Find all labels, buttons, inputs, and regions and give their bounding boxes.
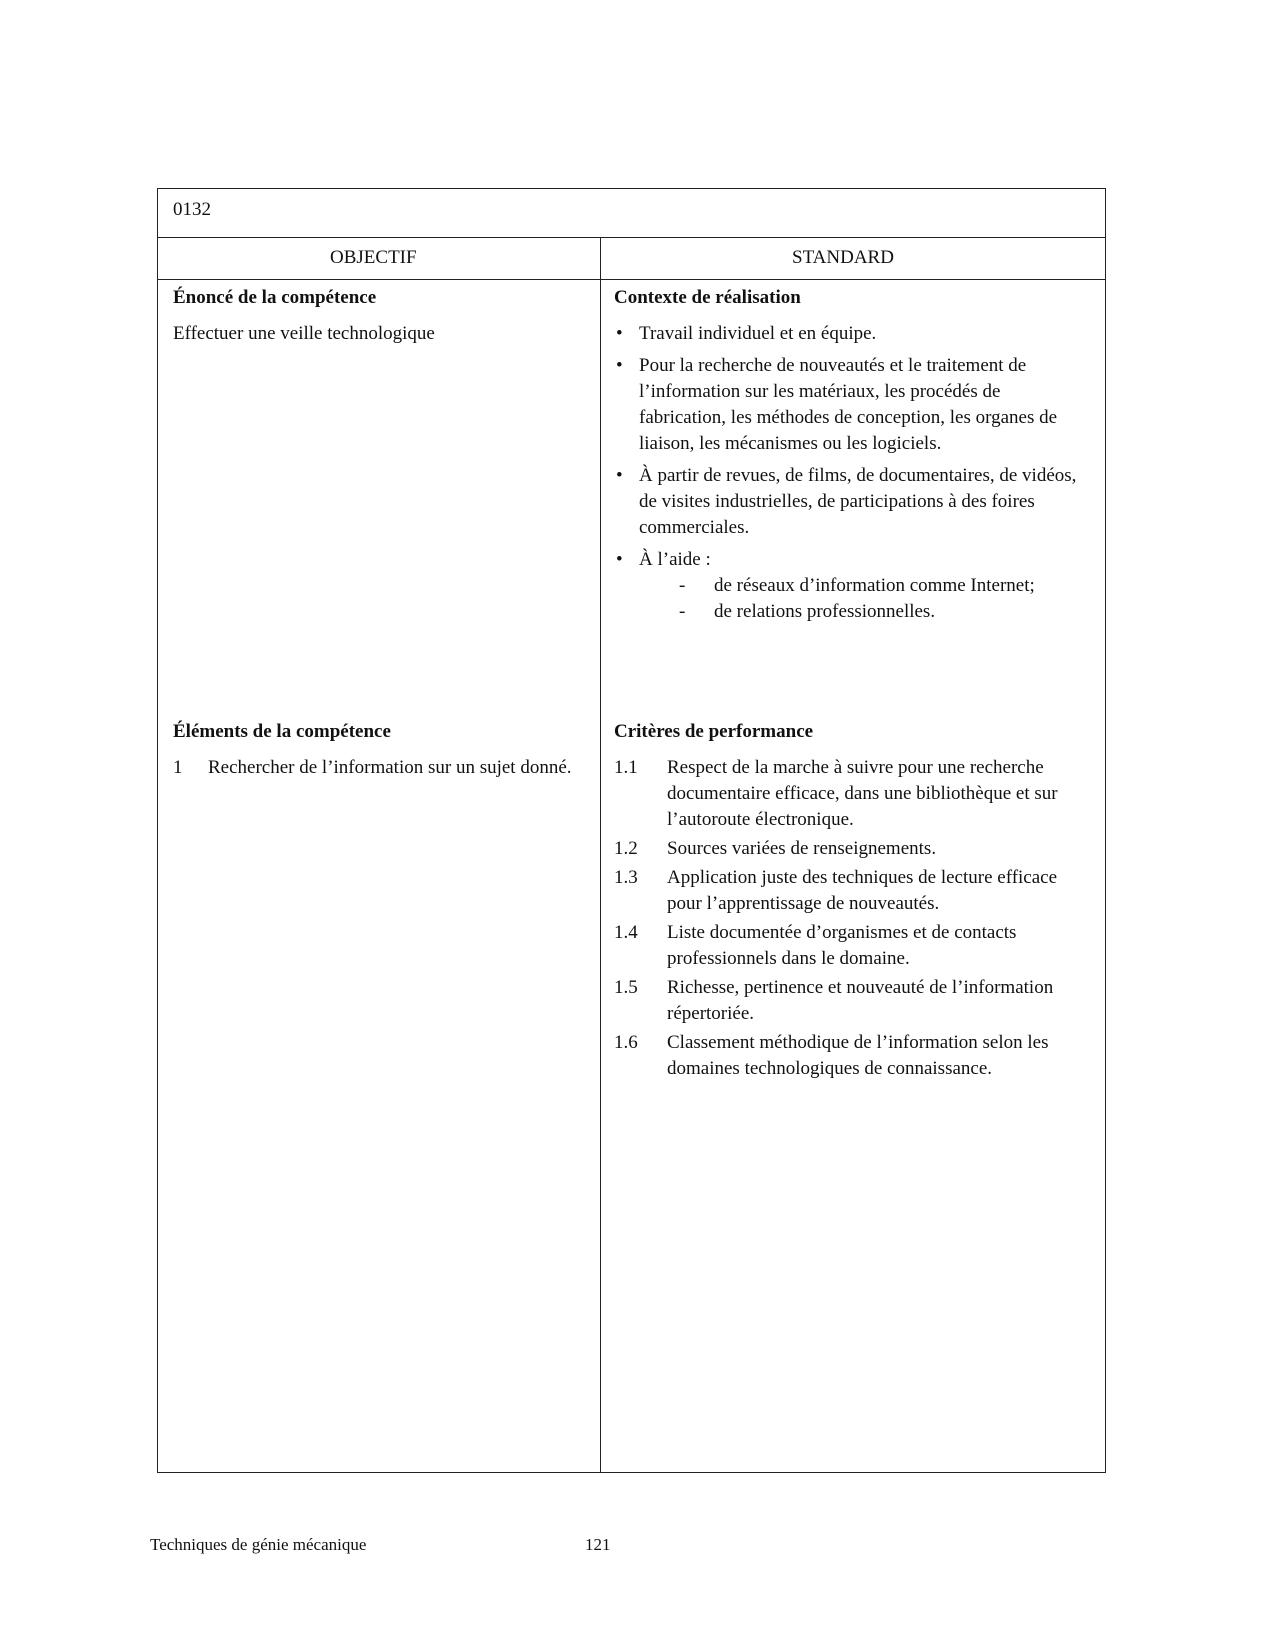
criterion-text: Application juste des techniques de lecture efficace pour l’apprentissage de nouveautés. xyxy=(667,867,1058,914)
context-item: • À partir de revues, de films, de documentaires, de vidéos, de visites industrielles, de participations à des foires commerciales. xyxy=(614,463,1084,541)
criterion-item xyxy=(614,1030,1094,1082)
criterion-number: 1.2 xyxy=(614,838,638,859)
header-row xyxy=(158,237,1105,280)
criterion-text: Liste documentée d’organismes et de contacts professionnels dans le domaine. xyxy=(667,922,1017,969)
criterion-number: 1.3 xyxy=(614,867,638,888)
element-item xyxy=(173,755,588,781)
competence-title: Énoncé de la compétence xyxy=(173,287,377,308)
criterion-item xyxy=(614,865,1094,917)
context-item xyxy=(614,547,1084,625)
criterion-item xyxy=(614,836,1094,862)
context-item-label: À l’aide : xyxy=(639,549,711,570)
objective-header: OBJECTIF xyxy=(330,247,417,268)
elements-section xyxy=(173,719,588,781)
context-title: Contexte de réalisation xyxy=(614,287,801,308)
code-row xyxy=(158,189,1105,238)
criterion-item xyxy=(614,755,1094,833)
criterion-number: 1.6 xyxy=(614,1032,638,1053)
context-sub-item: - de relations professionnelles. xyxy=(639,599,1084,625)
column-divider xyxy=(600,237,601,1472)
criterion-text: Respect de la marche à suivre pour une recherche documentaire efficace, dans une bibliothèque et sur l’autoroute électronique. xyxy=(667,757,1058,830)
elements-title: Éléments de la compétence xyxy=(173,721,391,742)
objective-column xyxy=(173,285,588,347)
competence-text: Effectuer une veille technologique xyxy=(173,323,435,344)
element-number: 1 xyxy=(173,757,183,778)
criterion-text: Classement méthodique de l’information selon les domaines technologiques de connaissance. xyxy=(667,1032,1049,1079)
criterion-text: Richesse, pertinence et nouveauté de l’information répertoriée. xyxy=(667,977,1054,1024)
context-sub-list xyxy=(639,573,1084,625)
criterion-text: Sources variées de renseignements. xyxy=(667,838,937,859)
element-text: Rechercher de l’information sur un sujet donné. xyxy=(208,757,572,778)
footer-program: Techniques de génie mécanique xyxy=(150,1535,367,1554)
criterion-item xyxy=(614,920,1094,972)
criterion-number: 1.5 xyxy=(614,977,638,998)
criteria-section xyxy=(614,719,1094,1085)
criteria-title: Critères de performance xyxy=(614,721,814,742)
criterion-number: 1.4 xyxy=(614,922,638,943)
criterion-item xyxy=(614,975,1094,1027)
footer-page-number: 121 xyxy=(585,1535,611,1554)
context-list xyxy=(614,321,1084,625)
criterion-number: 1.1 xyxy=(614,757,638,778)
competency-table xyxy=(157,188,1106,1473)
standard-column xyxy=(614,285,1084,631)
context-item: • Pour la recherche de nouveautés et le traitement de l’information sur les matériaux, les procédés de fabrication, les méthodes de conception, les organes de liaison, les mécanismes ou les logiciels. xyxy=(614,353,1084,457)
competency-code: 0132 xyxy=(173,199,211,220)
context-sub-item: - de réseaux d’information comme Internet; xyxy=(639,573,1084,599)
context-item: • Travail individuel et en équipe. xyxy=(614,321,1084,347)
standard-header: STANDARD xyxy=(792,247,894,268)
